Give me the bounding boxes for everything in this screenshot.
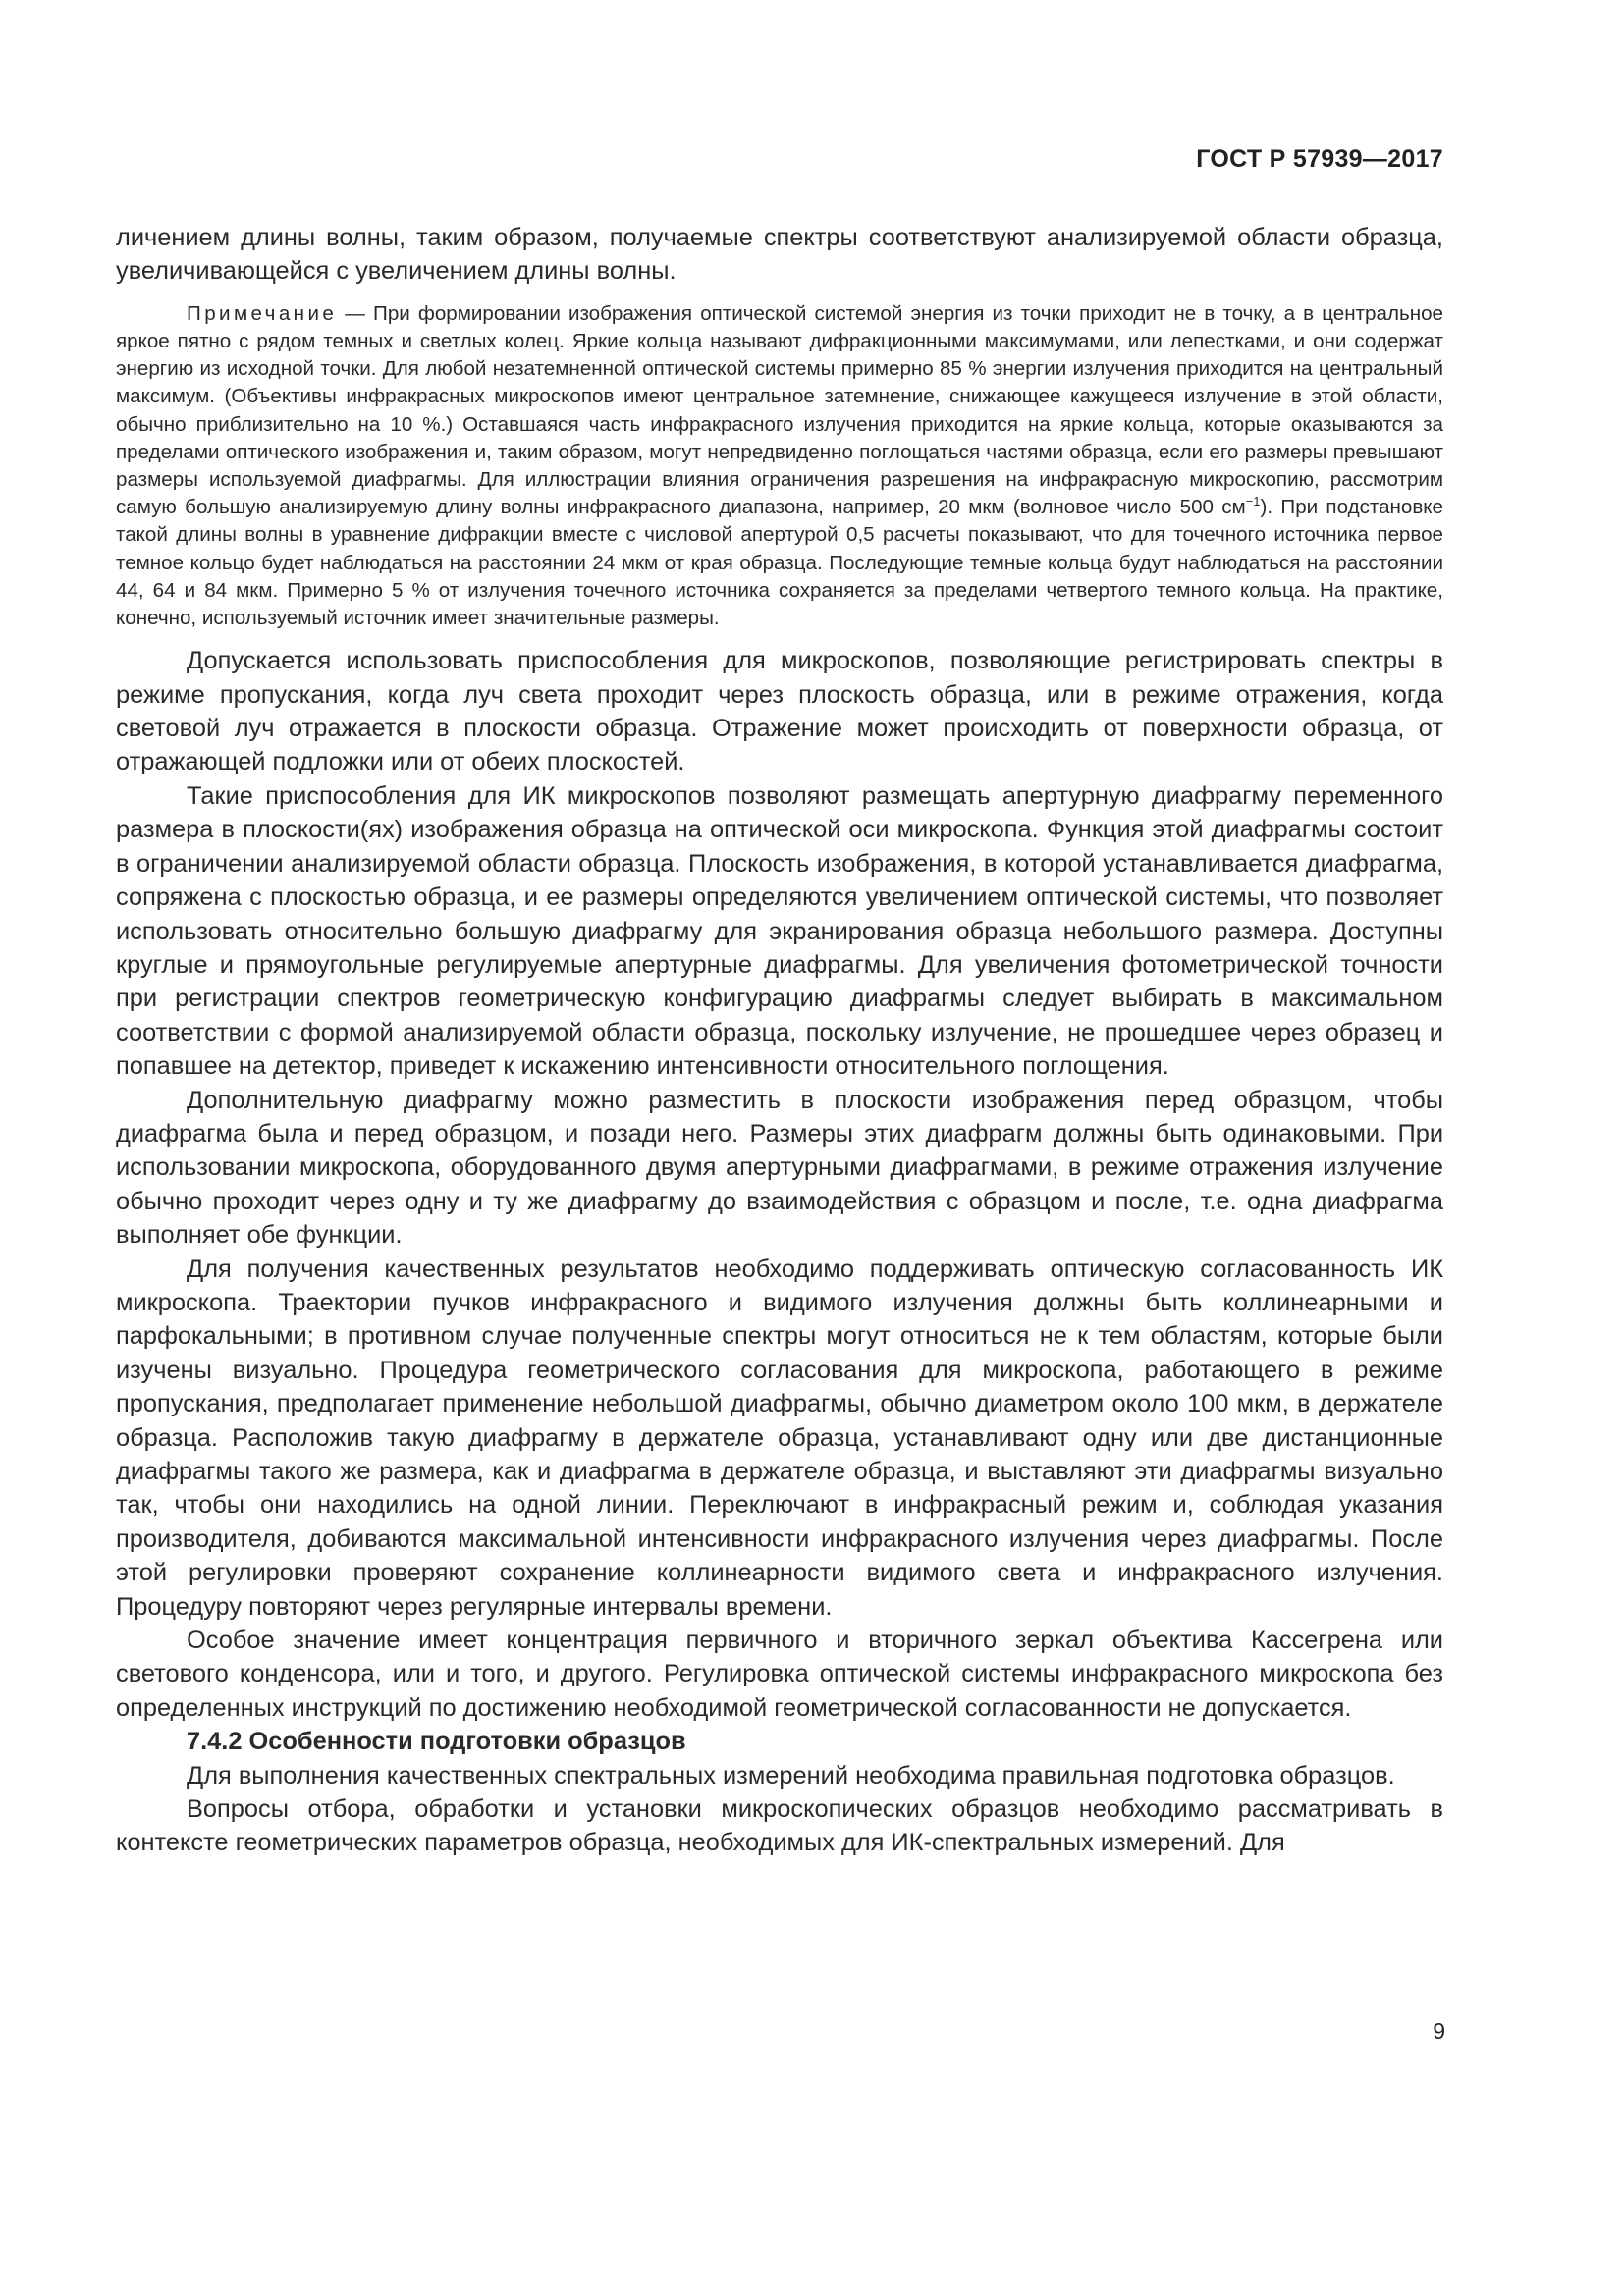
paragraph-continuation: личением длины волны, таким образом, получаемые спектры соответствуют анализируемой области образца, увеличивающейся с увеличением длины волны. — [116, 224, 1443, 286]
note-text-part2: ). При подстановке такой длины волны в уравнение дифракции вместе с числовой апертурой 0,5 расчеты показывают, что для точечного источника первое темное кольцо будет наблюдаться на расстоянии 24 мкм от края образца. Последующие темные кольца будут наблюдаться на расстоянии 44, 64 и 84 мкм. Примерно 5 % от излучения точечного источника сохраняется за пределами четвертого темного кольца. На практике, конечно, используемый источник имеет значительные размеры. — [116, 496, 1443, 630]
paragraph-attachments: Допускается использовать приспособления для микроскопов, позволяющие регистрировать спектры в режиме пропускания, когда луч света проходит через плоскость образца, или в режиме отражения, когда световой луч отражается в плоскости образца. Отражение может происходить от поверхности образца, от отражающей подложки или от обеих плоскостей. — [116, 647, 1443, 776]
note-superscript: −1 — [1245, 494, 1261, 509]
document-code-header: ГОСТ Р 57939—2017 — [1196, 145, 1443, 173]
page-content — [116, 221, 1443, 1860]
paragraph-sample-prep: Для выполнения качественных спектральных измерений необходима правильная подготовка образцов. — [187, 1761, 1395, 1789]
paragraph-alignment: Для получения качественных результатов необходимо поддерживать оптическую согласованность ИК микроскопа. Траектории пучков инфракрасного и видимого излучения должны быть коллинеарными и парфокальными; в противном случае полученные спектры могут относиться не к тем областям, которые были изучены визуально. Процедура геометрического согласования для микроскопа, работающего в режиме пропускания, предполагает применение небольшой диафрагмы, обычно диаметром около 100 мкм, в держателе образца. Расположив такую диафрагму в держателе образца, устанавливают одну или две дистанционные диафрагмы такого же размера, как и диафрагма в держателе образца, и выставляют эти диафрагмы визуально так, чтобы они находились на одной линии. Переключают в инфракрасный режим и, соблюдая указания производителя, добиваются максимальной интенсивности инфракрасного излучения через диафрагмы. После этой регулировки проверяют сохранение коллинеарности видимого света и инфракрасного излучения. Процедуру повторяют через регулярные интервалы времени. — [116, 1255, 1443, 1621]
section-heading: 7.4.2 Особенности подготовки образцов — [187, 1728, 686, 1756]
note-block — [116, 300, 1443, 632]
paragraph-cassegrain: Особое значение имеет концентрация первичного и вторичного зеркал объектива Кассегрена или светового конденсора, или и того, и другого. Регулировка оптической системы инфракрасного микроскопа без определенных инструкций по достижению необходимой геометрической согласованности не допускается. — [116, 1627, 1443, 1722]
paragraph-extra-diaphragm: Дополнительную диафрагму можно разместить в плоскости изображения перед образцом, чтобы диафрагма была и перед образцом, и позади него. Размеры этих диафрагм должны быть одинаковыми. При использовании микроскопа, оборудованного двумя апертурными диафрагмами, в режиме отражения излучение обычно проходит через одну и ту же диафрагму до взаимодействия с образцом и после, т.е. одна диафрагма выполняет обе функции. — [116, 1086, 1443, 1250]
page-number: 9 — [1433, 2018, 1445, 2044]
note-label: Примечание — [187, 301, 338, 325]
paragraph-aperture: Такие приспособления для ИК микроскопов позволяют размещать апертурную диафрагму переменного размера в плоскости(ях) изображения образца на оптической оси микроскопа. Функция этой диафрагмы состоит в ограничении анализируемой области образца. Плоскость изображения, в которой устанавливается диафрагма, сопряжена с плоскостью образца, и ее размеры определяются увеличением оптической системы, что позволяет использовать относительно большую диафрагму для экранирования образца небольшого размера. Доступны круглые и прямоугольные регулируемые апертурные диафрагмы. Для увеличения фотометрической точности при регистрации спектров геометрическую конфигурацию диафрагмы следует выбирать в максимальном соответствии с формой анализируемой области образца, поскольку излучение, не прошедшее через образец и попавшее на детектор, приведет к искажению интенсивности относительного поглощения. — [116, 781, 1443, 1081]
paragraph-sample-handling: Вопросы отбора, обработки и установки микроскопических образцов необходимо рассматривать в контексте геометрических параметров образца, необходимых для ИК-спектральных измерений. Для — [116, 1795, 1443, 1857]
note-text-part1: — При формировании изображения оптической системой энергия из точки приходит не в точку, а в центральное яркое пятно с рядом темных и светлых колец. Яркие кольца называют дифракционными максимумами, или лепестками, и они содержат энергию из исходной точки. Для любой незатемненной оптической системы примерно 85 % энергии излучения приходится на центральный максимум. (Объективы инфракрасных микроскопов имеют центральное затемнение, снижающее кажущееся излучение в этой области, обычно приблизительно на 10 %.) Оставшаяся часть инфракрасного излучения приходится на яркие кольца, которые оказываются за пределами оптического изображения и, таким образом, могут непредвиденно поглощаться частями образца, если его размеры превышают размеры используемой диафрагмы. Для иллюстрации влияния ограничения разрешения на инфракрасную микроскопию, рассмотрим самую большую анализируемую длину волны инфракрасного диапазона, например, 20 мкм (волновое число 500 см — [116, 301, 1443, 519]
